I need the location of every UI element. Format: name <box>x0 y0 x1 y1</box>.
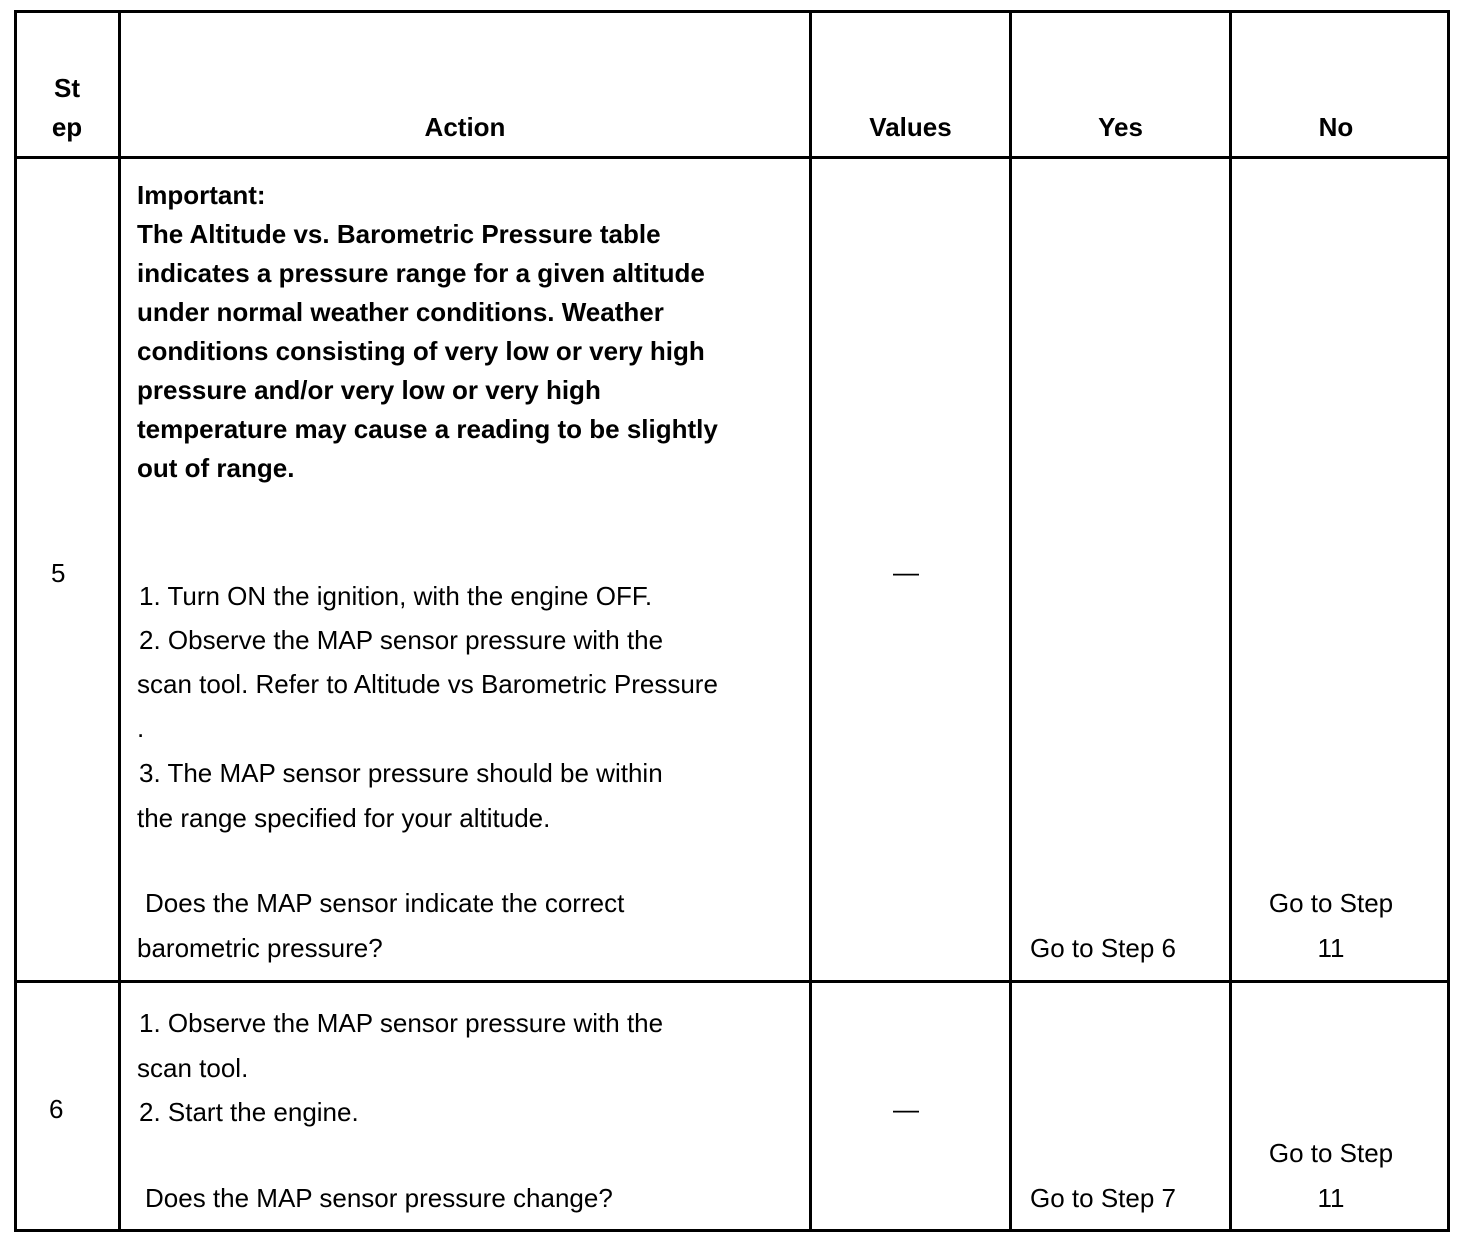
action-line: scan tool. <box>137 1053 249 1083</box>
header-no: No <box>1318 112 1354 142</box>
important-line: under normal weather conditions. Weather <box>137 297 664 327</box>
column-divider <box>809 13 812 1229</box>
no-cell-line: 11 <box>1317 933 1345 963</box>
no-cell-line: 11 <box>1317 1183 1345 1213</box>
no-cell-line: Go to Step <box>1268 1138 1394 1168</box>
important-line: pressure and/or very low or very high <box>137 375 601 405</box>
column-divider <box>1009 13 1012 1229</box>
header-step-line1: St <box>54 73 80 103</box>
important-line: out of range. <box>137 453 295 483</box>
header-values: Values <box>869 112 952 142</box>
important-heading: Important: <box>137 180 266 210</box>
values-cell: — <box>893 557 919 587</box>
step-number: 6 <box>49 1094 64 1124</box>
yes-cell: Go to Step 6 <box>1030 933 1176 963</box>
column-divider <box>118 13 121 1229</box>
yes-cell: Go to Step 7 <box>1030 1183 1176 1213</box>
important-line: indicates a pressure range for a given altitude <box>137 258 705 288</box>
action-line: the range specified for your altitude. <box>137 803 551 833</box>
question-line: Does the MAP sensor indicate the correct <box>145 888 625 918</box>
column-divider <box>1229 13 1232 1229</box>
action-line: 2. Start the engine. <box>139 1097 359 1127</box>
header-step-line2: ep <box>51 112 83 142</box>
action-line: 2. Observe the MAP sensor pressure with the <box>139 625 664 655</box>
row-divider <box>17 980 1447 983</box>
header-action: Action <box>424 112 506 142</box>
action-line: 3. The MAP sensor pressure should be within <box>139 758 663 788</box>
header-yes: Yes <box>1098 112 1143 142</box>
important-line: conditions consisting of very low or very high <box>137 336 705 366</box>
action-line: . <box>137 713 145 743</box>
important-line: temperature may cause a reading to be slightly <box>137 414 718 444</box>
step-number: 5 <box>51 558 66 588</box>
diagnostic-table <box>14 10 1450 1232</box>
action-line: 1. Observe the MAP sensor pressure with the <box>139 1008 664 1038</box>
question-line: barometric pressure? <box>137 933 383 963</box>
action-line: scan tool. Refer to Altitude vs Barometric Pressure <box>137 669 718 699</box>
header-divider <box>17 156 1447 159</box>
question-line: Does the MAP sensor pressure change? <box>145 1183 613 1213</box>
action-line: 1. Turn ON the ignition, with the engine OFF. <box>139 581 653 611</box>
important-line: The Altitude vs. Barometric Pressure table <box>137 219 661 249</box>
no-cell-line: Go to Step <box>1268 888 1394 918</box>
values-cell: — <box>893 1094 919 1124</box>
